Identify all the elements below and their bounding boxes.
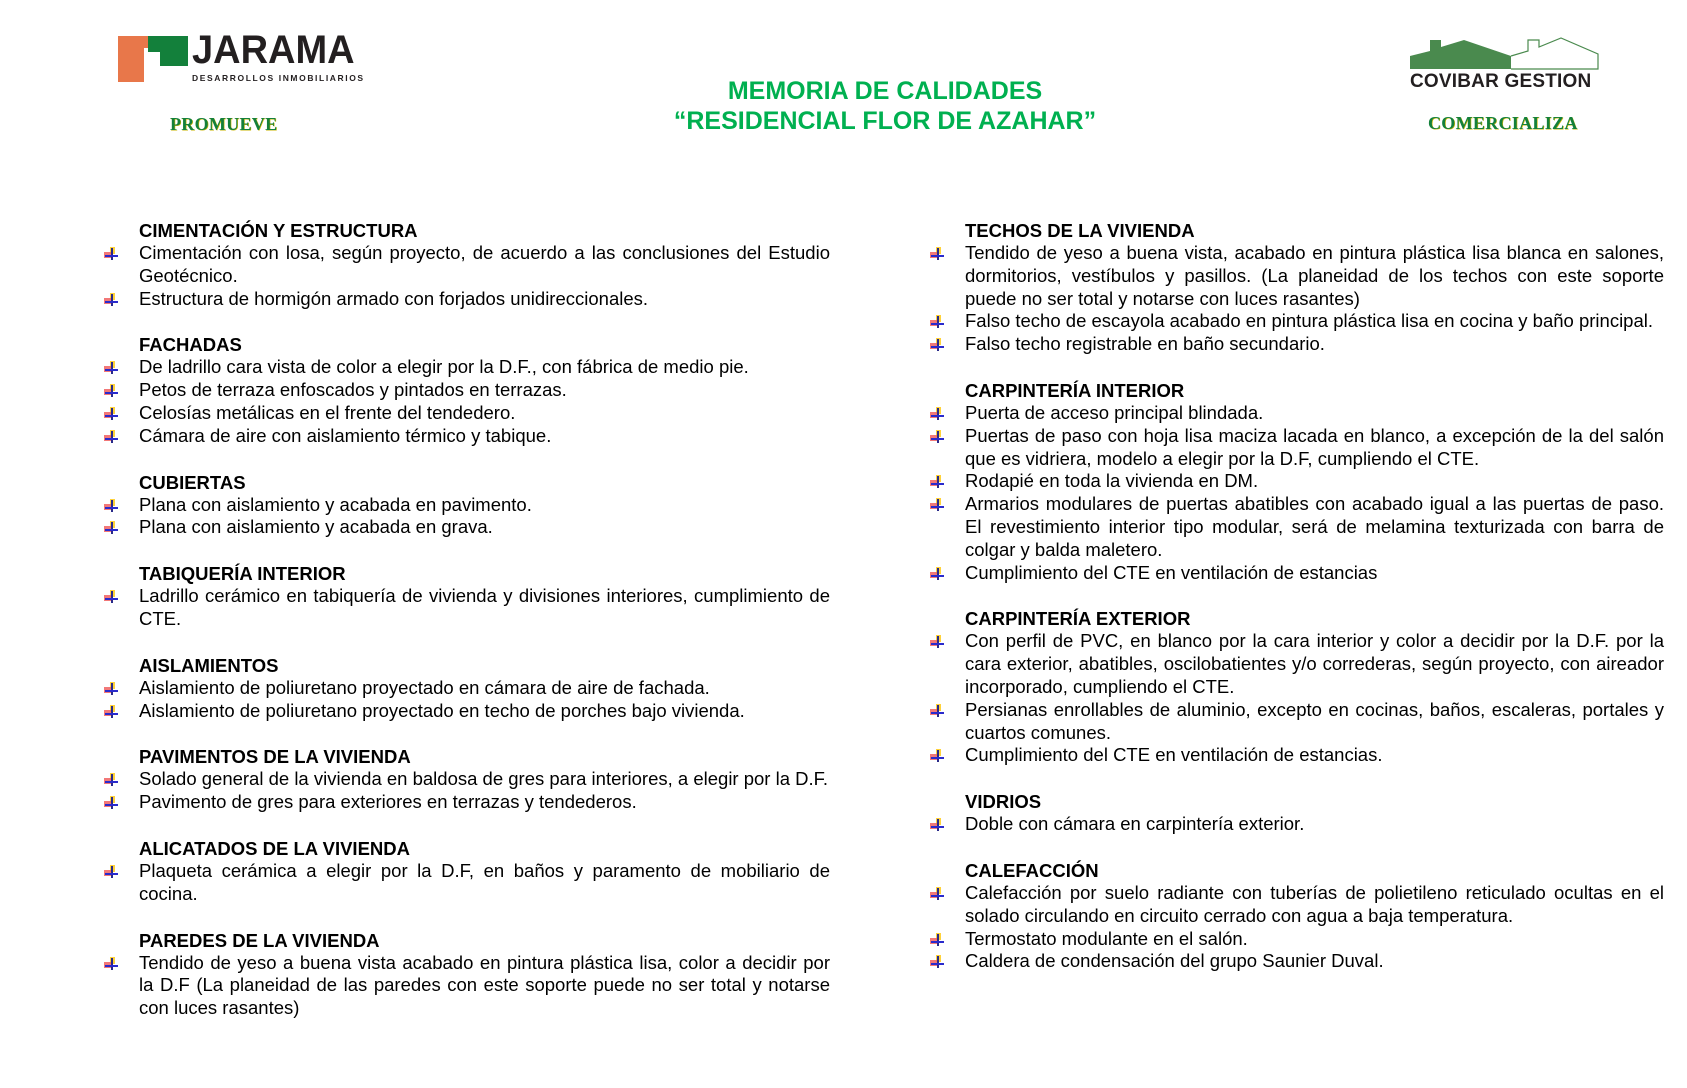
covibar-logo (1408, 36, 1603, 94)
document-title (560, 76, 1210, 136)
bullet-icon (930, 338, 944, 352)
list-item-text: Termostato modulante en el salón. (965, 927, 1248, 949)
section-heading: CARPINTERÍA EXTERIOR (965, 608, 1191, 630)
bullet-icon (930, 704, 944, 718)
list-item-text: Plana con aislamiento y acabada en pavimento. (139, 493, 532, 515)
list-item (930, 699, 1664, 745)
seller-label: COMERCIALIZA (1428, 113, 1578, 133)
bullet-icon (930, 475, 944, 489)
bullet-icon (930, 247, 944, 261)
list-item-text: Armarios modulares de puertas abatibles con acabado igual a las puertas de paso. El revestimiento interior tipo modular, será de melamina texturizada con barra de colgar y balda maletero. (965, 493, 1664, 560)
section-heading: VIDRIOS (965, 791, 1042, 813)
list-item (930, 630, 1664, 698)
bullet-icon (930, 933, 944, 947)
section-tabiqueria-interior (104, 562, 830, 631)
list-item (104, 288, 830, 311)
left-column (104, 219, 830, 1043)
bullet-icon (104, 430, 118, 444)
bullet-icon (930, 887, 944, 901)
list-item-text: Aislamiento de poliuretano proyectado en cámara de aire de fachada. (139, 676, 710, 698)
list-item (104, 402, 830, 425)
list-item-text: Cámara de aire con aislamiento térmico y tabique. (139, 424, 552, 446)
section-heading: ALICATADOS DE LA VIVIENDA (139, 837, 410, 859)
section-fachadas (104, 333, 830, 447)
section-heading: CIMENTACIÓN Y ESTRUCTURA (139, 220, 418, 241)
house-roof-icon (1408, 36, 1603, 70)
logo-cut (148, 52, 160, 66)
section-heading: CUBIERTAS (139, 471, 246, 493)
section-heading: AISLAMIENTOS (139, 654, 279, 676)
bullet-icon (930, 567, 944, 581)
list-item-text: Estructura de hormigón armado con forjados unidireccionales. (139, 287, 649, 309)
list-item-text: Cumplimiento del CTE en ventilación de estancias. (965, 744, 1383, 766)
bullet-icon (104, 865, 118, 879)
list-item (930, 744, 1664, 767)
list-item-text: De ladrillo cara vista de color a elegir por la D.F., con fábrica de medio pie. (139, 356, 749, 378)
bullet-icon (930, 315, 944, 329)
bullet-icon (104, 521, 118, 535)
list-item-text: Persianas enrollables de aluminio, excepto en cocinas, baños, escaleras, portales y cuartos comunes. (965, 698, 1664, 743)
section-heading: FACHADAS (139, 334, 242, 356)
list-item-text: Tendido de yeso a buena vista, acabado en pintura plástica lisa blanca en salones, dormitorios, vestíbulos y pasillos. (La planeidad de los techos con este soporte puede no ser total y notarse con luces rasantes) (965, 242, 1664, 309)
list-item-text: Petos de terraza enfoscados y pintados en terrazas. (139, 379, 567, 401)
list-item-text: Cimentación con losa, según proyecto, de acuerdo a las conclusiones del Estudio Geotécnico. (139, 242, 830, 286)
bullet-icon (930, 635, 944, 649)
section-cimentacion-y-estructura (104, 219, 830, 310)
list-item-text: Puerta de acceso principal blindada. (965, 401, 1264, 423)
list-item (930, 310, 1664, 333)
list-item (930, 425, 1664, 471)
section-techos-de-la-vivienda (930, 219, 1664, 356)
bullet-icon (104, 796, 118, 810)
section-calefaccion (930, 859, 1664, 973)
bullet-icon (104, 499, 118, 513)
title-line-1: MEMORIA DE CALIDADES (727, 77, 1043, 105)
jarama-wordmark: JARAMA (192, 28, 355, 72)
right-column (930, 219, 1664, 996)
list-item-text: Tendido de yeso a buena vista acabado en pintura plástica lisa, color a decidir por la D.F (La planeidad de las paredes con este soporte puede no ser total y notarse con luces rasantes) (139, 951, 830, 1019)
list-item (930, 882, 1664, 928)
list-item (104, 677, 830, 700)
bullet-icon (104, 407, 118, 421)
bullet-icon (104, 361, 118, 375)
section-pavimentos-de-la-vivienda (104, 745, 830, 814)
list-item (104, 860, 830, 906)
list-item (104, 516, 830, 539)
bullet-icon (104, 773, 118, 787)
jarama-tagline: DESARROLLOS INMOBILIARIOS (192, 73, 365, 83)
list-item (104, 700, 830, 723)
covibar-wordmark: COVIBAR GESTION (1410, 71, 1592, 92)
bullet-icon (104, 247, 118, 261)
list-item (930, 333, 1664, 356)
list-item-text: Falso techo de escayola acabado en pintura plástica lisa en cocina y baño principal. (965, 310, 1654, 332)
list-item-text: Falso techo registrable en baño secundario. (965, 333, 1325, 355)
list-item (930, 402, 1664, 425)
list-item (104, 425, 830, 448)
list-item-text: Plana con aislamiento y acabada en grava. (139, 516, 493, 538)
list-item-text: Ladrillo cerámico en tabiquería de vivienda y divisiones interiores, cumplimiento de CTE. (139, 585, 830, 629)
bullet-icon (930, 749, 944, 763)
list-item (104, 379, 830, 402)
section-carpinteria-exterior (930, 607, 1664, 767)
section-vidrios (930, 790, 1664, 836)
bullet-icon (930, 407, 944, 421)
section-heading: TABIQUERÍA INTERIOR (139, 563, 346, 585)
title-line-2: “RESIDENCIAL FLOR DE AZAHAR” (673, 107, 1097, 135)
list-item (104, 494, 830, 517)
list-item (104, 356, 830, 379)
list-item (930, 950, 1664, 973)
list-item-text: Calefacción por suelo radiante con tuberías de polietileno reticulado ocultas en el solado circulando en circuito cerrado con agua a baja temperatura. (965, 881, 1664, 926)
list-item-text: Caldera de condensación del grupo Saunier Duval. (965, 950, 1384, 972)
list-item (104, 242, 830, 288)
section-heading: PAREDES DE LA VIVIENDA (139, 929, 380, 951)
bullet-icon (930, 498, 944, 512)
section-heading: CARPINTERÍA INTERIOR (965, 379, 1185, 401)
bullet-icon (104, 590, 118, 604)
list-item (930, 813, 1664, 836)
list-item (930, 242, 1664, 310)
section-alicatados-de-la-vivienda (104, 837, 830, 906)
bullet-icon (104, 957, 118, 971)
bullet-icon (930, 430, 944, 444)
section-carpinteria-interior (930, 379, 1664, 584)
list-item (930, 928, 1664, 951)
jarama-logo (118, 28, 365, 86)
list-item-text: Con perfil de PVC, en blanco por la cara interior y color a decidir por la D.F. por la cara exterior, abatibles, oscilobatientes y/o correderas, según proyecto, con aireador incorporado, cumpliendo el CTE. (965, 630, 1664, 697)
bullet-icon (930, 955, 944, 969)
section-aislamientos (104, 654, 830, 723)
list-item-text: Celosías metálicas en el frente del tendedero. (139, 401, 516, 423)
list-item (104, 952, 830, 1020)
section-heading: CALEFACCIÓN (965, 859, 1099, 881)
list-item (104, 585, 830, 631)
list-item (930, 470, 1664, 493)
list-item-text: Puertas de paso con hoja lisa maciza lacada en blanco, a excepción de la del salón que es vidriera, modelo a elegir por la D.F, cumpliendo el CTE. (965, 424, 1664, 469)
list-item (104, 791, 830, 814)
list-item (930, 562, 1664, 585)
bullet-icon (930, 818, 944, 832)
section-heading: PAVIMENTOS DE LA VIVIENDA (139, 746, 411, 768)
list-item-text: Cumplimiento del CTE en ventilación de estancias (965, 561, 1378, 583)
list-item-text: Rodapié en toda la vivienda en DM. (965, 470, 1259, 492)
section-heading: TECHOS DE LA VIVIENDA (965, 220, 1195, 241)
list-item-text: Doble con cámara en carpintería exterior. (965, 813, 1305, 835)
list-item-text: Solado general de la vivienda en baldosa de gres para interiores, a elegir por la D.F. (139, 768, 829, 790)
list-item-text: Aislamiento de poliuretano proyectado en techo de porches bajo vivienda. (139, 699, 745, 721)
list-item (930, 493, 1664, 561)
bullet-icon (104, 384, 118, 398)
promoter-label: PROMUEVE (170, 114, 278, 134)
section-paredes-de-la-vivienda (104, 929, 830, 1020)
list-item (104, 768, 830, 791)
list-item-text: Plaqueta cerámica a elegir por la D.F, en baños y paramento de mobiliario de cocina. (139, 859, 830, 904)
bullet-icon (104, 705, 118, 719)
bullet-icon (104, 682, 118, 696)
section-cubiertas (104, 471, 830, 540)
bullet-icon (104, 293, 118, 307)
list-item-text: Pavimento de gres para exteriores en terrazas y tendederos. (139, 791, 637, 813)
